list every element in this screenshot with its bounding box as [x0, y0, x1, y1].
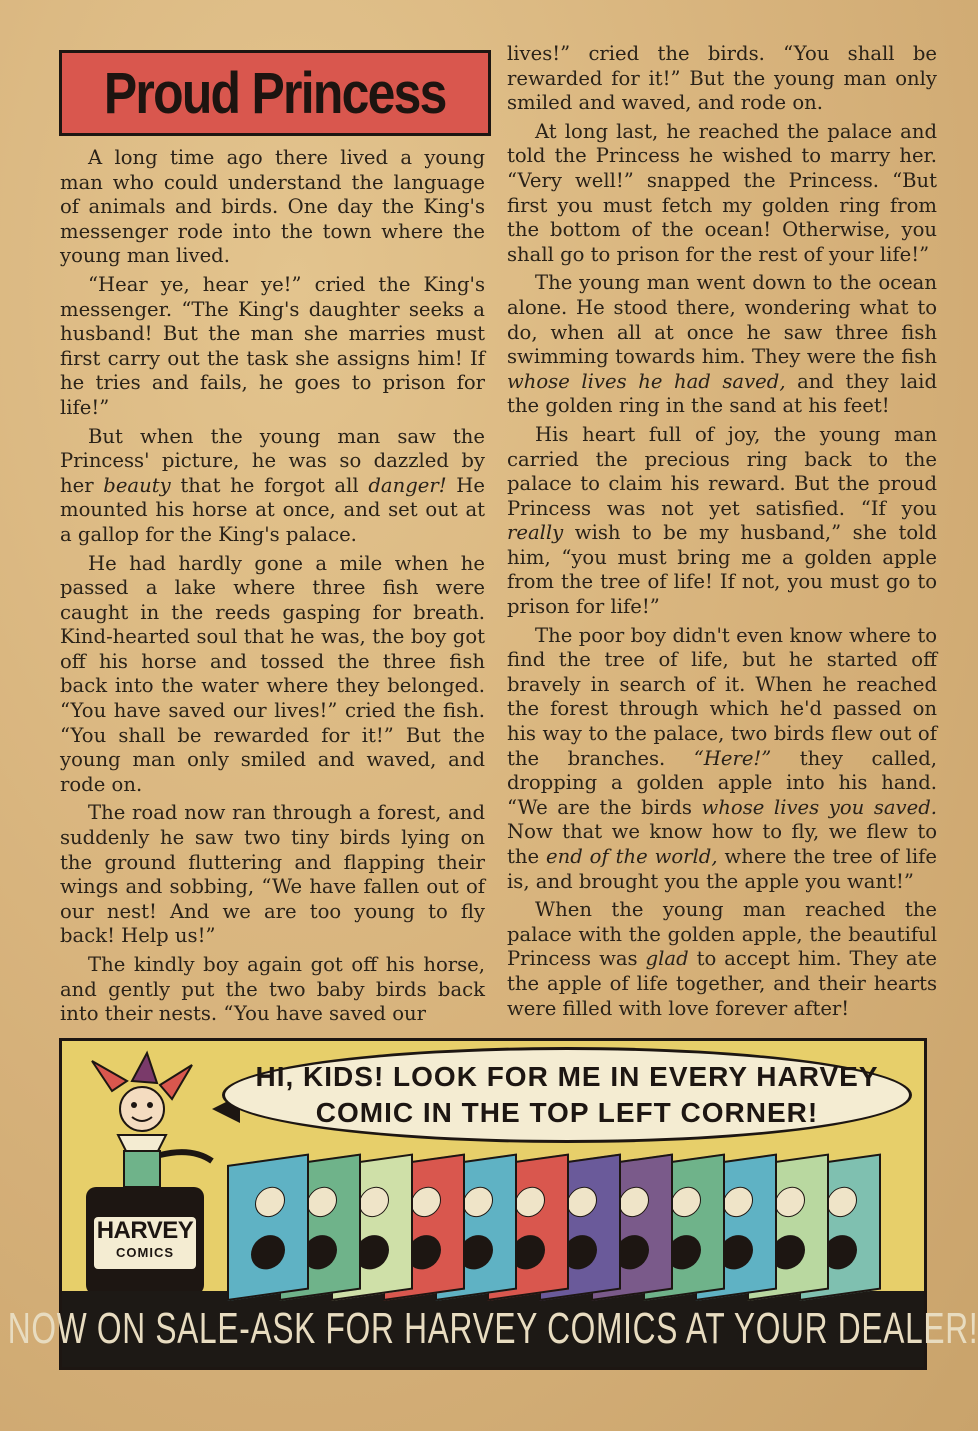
- left-column: [60, 146, 485, 1031]
- jester-face-icon: [411, 1185, 441, 1219]
- right-column: [507, 42, 937, 1025]
- jester-face-icon: [827, 1185, 857, 1219]
- paragraph: But when the young man saw the Princess' picture, he was so dazzled by her beauty that he forgot all danger! He mounted his horse at once, and set out at a gallop for the King's palace.: [60, 424, 485, 546]
- story-title-banner: [59, 50, 491, 136]
- paragraph: lives!” cried the birds. “You shall be rewarded for it!” But the young man only smiled and waved, and rode on.: [507, 42, 937, 115]
- jester-face-icon: [619, 1185, 649, 1219]
- logo-text: HARVEY: [96, 1217, 194, 1244]
- paragraph: “Hear ye, hear ye!” cried the King's messenger. “The King's daughter seeks a husband! But the man she marries must first carry out the task she assigns him! If he tries and fails, he goes to prison for life!”: [60, 272, 485, 419]
- jester-face-icon: [463, 1185, 493, 1219]
- ad-banner: [7, 1291, 978, 1367]
- paragraph: The kindly boy again got off his horse, and gently put the two baby birds back into their nests. “You have saved our: [60, 953, 485, 1026]
- jester-face-icon: [723, 1185, 753, 1219]
- harvey-comics-ad: [7, 1038, 978, 1370]
- bubble-line: HI, KIDS! LOOK FOR ME IN EVERY HARVEY: [255, 1061, 879, 1092]
- paragraph: The road now ran through a forest, and suddenly he saw two tiny birds lying on the ground fluttering and flapping their wings and sobbing, “We have fallen out of our nest! And we are too young to fly back! Help us!”: [60, 801, 485, 948]
- paragraph: At long last, he reached the palace and told the Princess he wished to marry her. “Very well!” snapped the Princess. “But first you must fetch my golden ring from the bottom of the ocean! Otherwise, you shall go to prison for the rest of your life!”: [507, 119, 937, 266]
- story-title: Proud Princess: [104, 60, 446, 126]
- jester-face-icon: [255, 1185, 285, 1219]
- jester-face-icon: [567, 1185, 597, 1219]
- paragraph: The poor boy didn't even know where to find the tree of life, but he started off bravely in search of it. When he reached the forest through which he'd passed on his way to the palace, two birds flew out of the branches. “Here!” they called, dropping a golden apple into his hand. “We are the birds whose lives you saved. Now that we know how to fly, we flew to the end of the world, where the tree of life is, and brought you the apple you want!”: [507, 623, 937, 893]
- jester-face-icon: [307, 1185, 337, 1219]
- jester-face-icon: [671, 1185, 701, 1219]
- logo-subtext: COMICS: [116, 1245, 174, 1260]
- bubble-line: COMIC IN THE TOP LEFT CORNER!: [315, 1097, 819, 1128]
- paragraph: When the young man reached the palace with the golden apple, the beautiful Princess was glad to accept him. They ate the apple of life together, and their hearts were filled with love forever after!: [507, 898, 937, 1020]
- speech-bubble: [222, 1047, 912, 1143]
- jester-face-icon: [515, 1185, 545, 1219]
- paragraph: A long time ago there lived a young man who could understand the language of animals and birds. One day the King's messenger rode into the town where the young man lived.: [60, 146, 485, 268]
- harvey-seal-icon: [251, 1233, 285, 1272]
- comic-book-stack: [227, 1165, 927, 1305]
- mini-comic-cover: [227, 1153, 309, 1301]
- jester-face-icon: [775, 1185, 805, 1219]
- jester-face-icon: [359, 1185, 389, 1219]
- ad-banner-text: NOW ON SALE-ASK FOR HARVEY COMICS AT YOUR DEALER!: [7, 1304, 978, 1353]
- paragraph: He had hardly gone a mile when he passed a lake where three fish were caught in the reeds gasping for breath. Kind-hearted soul that he was, the boy got off his horse and tossed the three fish back into the water where they belonged. “You have saved our lives!” cried the fish. “You shall be rewarded for it!” But the young man only smiled and waved, and rode on.: [60, 551, 485, 796]
- jester-mascot-icon: [72, 1051, 222, 1191]
- paragraph: His heart full of joy, the young man carried the precious ring back to the palace to claim his reward. But the proud Princess was not yet satisfied. “If you really wish to be my husband,” she told him, “you must bring me a golden apple from the tree of life! If not, you must go to prison for life!”: [507, 422, 937, 619]
- paragraph: The young man went down to the ocean alone. He stood there, wondering what to do, when all at once he saw three fish swimming towards him. They were the fish whose lives he had saved, and they laid the golden ring in the sand at his feet!: [507, 271, 937, 418]
- harvey-logo: [86, 1187, 204, 1295]
